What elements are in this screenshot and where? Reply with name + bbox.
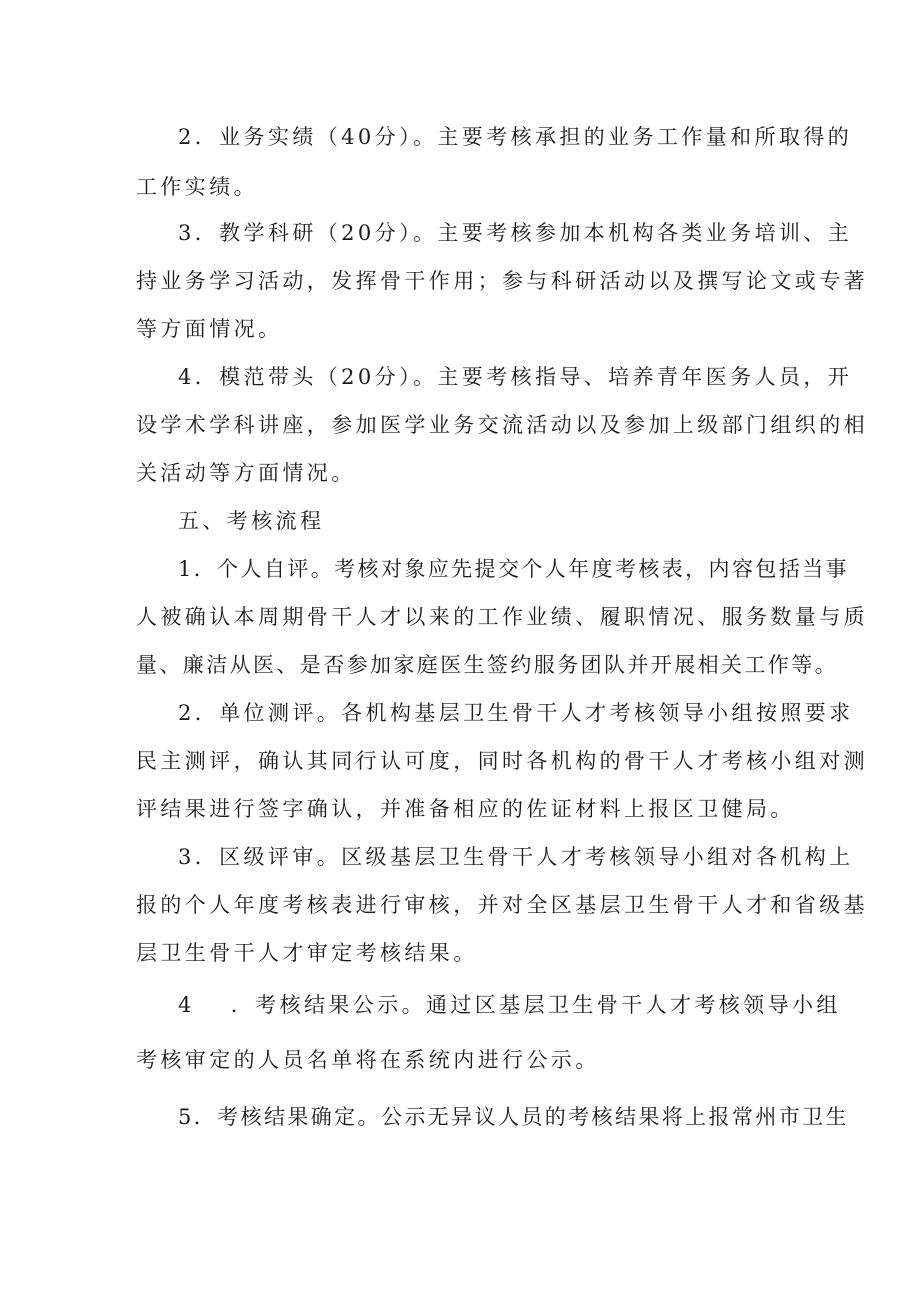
step2-line-2: 民主测评，确认其同行认可度，同时各机构的骨干人才考核小组对测 [136,749,868,773]
item3-line-2: 持业务学习活动，发挥骨干作用；参与科研活动以及撰写论文或专著 [136,269,868,293]
step4-line-2: 考核审定的人员名单将在系统内进行公示。 [136,1048,600,1072]
step4-text: ．考核结果公示。通过区基层卫生骨干人才考核领导小组 [230,993,841,1017]
step4-line-1 [178,990,841,1020]
step1-line-1: 1．个人自评。考核对象应先提交个人年度考核表，内容包括当事 [178,557,849,581]
item4-line-2: 设学术学科讲座，参加医学业务交流活动以及参加上级部门组织的相 [136,413,868,437]
item4-line-1: 4．模范带头（20分）。主要考核指导、培养青年医务人员，开 [178,365,853,389]
item3-line-1: 3．教学科研（20分）。主要考核参加本机构各类业务培训、主 [178,221,853,245]
step4-number: 4 [178,993,195,1017]
step3-line-3: 层卫生骨干人才审定考核结果。 [136,941,478,965]
step1-line-3: 量、廉洁从医、是否参加家庭医生签约服务团队并开展相关工作等。 [136,653,838,677]
step3-line-1: 3．区级评审。区级基层卫生骨干人才考核领导小组对各机构上 [178,845,854,869]
step5-line-1: 5．考核结果确定。公示无异议人员的考核结果将上报常州市卫生 [178,1105,849,1129]
item4-line-3: 关活动等方面情况。 [136,461,356,485]
step2-line-3: 评结果进行签字确认，并准备相应的佐证材料上报区卫健局。 [136,797,795,821]
step3-line-2: 报的个人年度考核表进行审核，并对全区基层卫生骨干人才和省级基 [136,893,868,917]
item2-line-2: 工作实绩。 [136,175,258,199]
section5-heading: 五、考核流程 [178,509,325,533]
item3-line-3: 等方面情况。 [136,317,283,341]
step1-line-2: 人被确认本周期骨干人才以来的工作业绩、履职情况、服务数量与质 [136,605,868,629]
item2-line-1: 2．业务实绩（40分）。主要考核承担的业务工作量和所取得的 [178,125,853,149]
step2-line-1: 2．单位测评。各机构基层卫生骨干人才考核领导小组按照要求 [178,701,854,725]
